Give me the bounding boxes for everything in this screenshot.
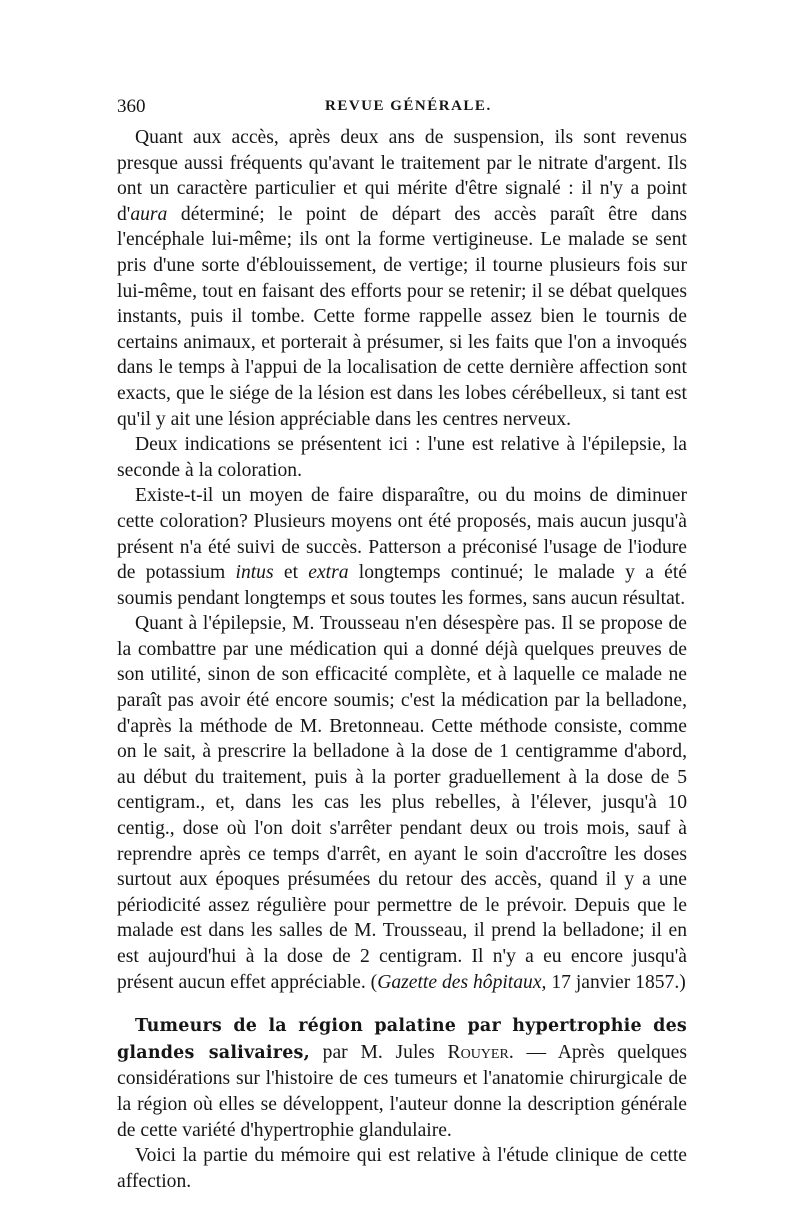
author-name: Rouyer	[447, 1041, 509, 1063]
paragraph-tumeurs	[117, 1013, 687, 1143]
page-body	[117, 125, 687, 1194]
paragraph-seizures	[117, 125, 687, 432]
paragraph-text: déterminé; le point de départ des accès paraît être dans l'encéphale lui-même; ils ont la forme vertigineuse. Le malade se sent pris d'une sorte d'éblouissement, de vertige; il tourne plusieurs fois sur lui-même, tout en faisant des efforts pour se retenir; il se débat quelques instants, puis il tombe. Cette forme rappelle assez bien le tournis de certains animaux, et porterait à présumer, si les faits que l'on a invoqués dans le temps à l'appui de la localisation de cette dernière affection sont exacts, que le siége de la lésion est dans les lobes cérébelleux, si tant est qu'il y ait une lésion appréciable dans les centres nerveux.	[117, 203, 687, 430]
paragraph-text: Existe-t-il un moyen de faire disparaître, ou du moins de diminuer cette coloration? Plusieurs moyens ont été proposés, mais aucun jusqu'à présent n'a été suivi de succès. Patterson a préconisé l'usage de l'iodure de potassium	[117, 485, 687, 584]
italic-term: extra	[308, 562, 349, 584]
paragraph-indications: Deux indications se présentent ici : l'une est relative à l'épilepsie, la seconde à la coloration.	[117, 434, 687, 481]
citation: Gazette des hôpitaux,	[377, 971, 547, 993]
paragraph-text: . — Après quelques considérations sur l'histoire de ces tumeurs et l'anatomie chirurgicale de la région où elles se développent, l'auteur donne la description générale de cette variété d'hypertrophie glandulaire.	[117, 1041, 687, 1141]
italic-term: intus	[235, 562, 274, 584]
paragraph-epilepsy	[117, 611, 687, 995]
paragraph-text: Quant à l'épilepsie, M. Trousseau n'en désespère pas. Il se propose de la combattre par une médication qui a donné déjà quelques preuves de son utilité, sinon de son efficacité complète, et à laquelle ce malade ne paraît pas avoir été encore soumis; c'est la médication par la belladone, d'après la méthode de M. Bretonneau. Cette méthode consiste, comme on le sait, à prescrire la belladone à la dose de 1 centigramme d'abord, au début du traitement, puis à la porter graduellement à la dose de 5 centigram., et, dans les cas les plus rebelles, à l'élever, jusqu'à 10 centig., dose où l'on doit s'arrêter pendant deux ou trois mois, sauf à reprendre après ce temps d'arrêt, en ayant le soin d'accroître les doses surtout aux époques présumées du retour des accès, quand il y a une périodicité assez régulière pour permettre de le prévoir. Depuis que le malade est dans les salles de M. Trousseau, il prend la belladone; il en est aujourd'hui à la dose de 2 centigram. Il n'y a eu encore jusqu'à présent aucun effet appréciable. (	[117, 613, 687, 993]
paragraph-text: Quant aux accès, après deux ans de suspension, ils sont revenus presque aussi fréquents qu'avant le traitement par le nitrate d'argent. Ils ont un caractère particulier et qui mérite d'être signalé : il n'y a point d'	[117, 127, 687, 225]
paragraph-coloration	[117, 483, 687, 611]
paragraph-text: et	[273, 562, 309, 584]
paragraph-text: 17 janvier 1857.)	[546, 971, 686, 993]
paragraph-memoire: Voici la partie du mémoire qui est relative à l'étude clinique de cette affection.	[117, 1145, 687, 1192]
page-number: 360	[117, 96, 146, 117]
section-gap	[117, 995, 687, 1013]
paragraph-text: par M. Jules	[309, 1041, 448, 1063]
page-header	[117, 96, 687, 120]
italic-term: aura	[130, 203, 168, 225]
running-head: REVUE GÉNÉRALE.	[325, 98, 492, 114]
paragraph-text: longtemps continué; le malade y a été soumis pendant longtemps et sous toutes les formes, sans aucun résultat.	[117, 562, 687, 609]
section-title: Tumeurs de la région palatine par hypertrophie des glandes salivaires,	[117, 1016, 687, 1063]
